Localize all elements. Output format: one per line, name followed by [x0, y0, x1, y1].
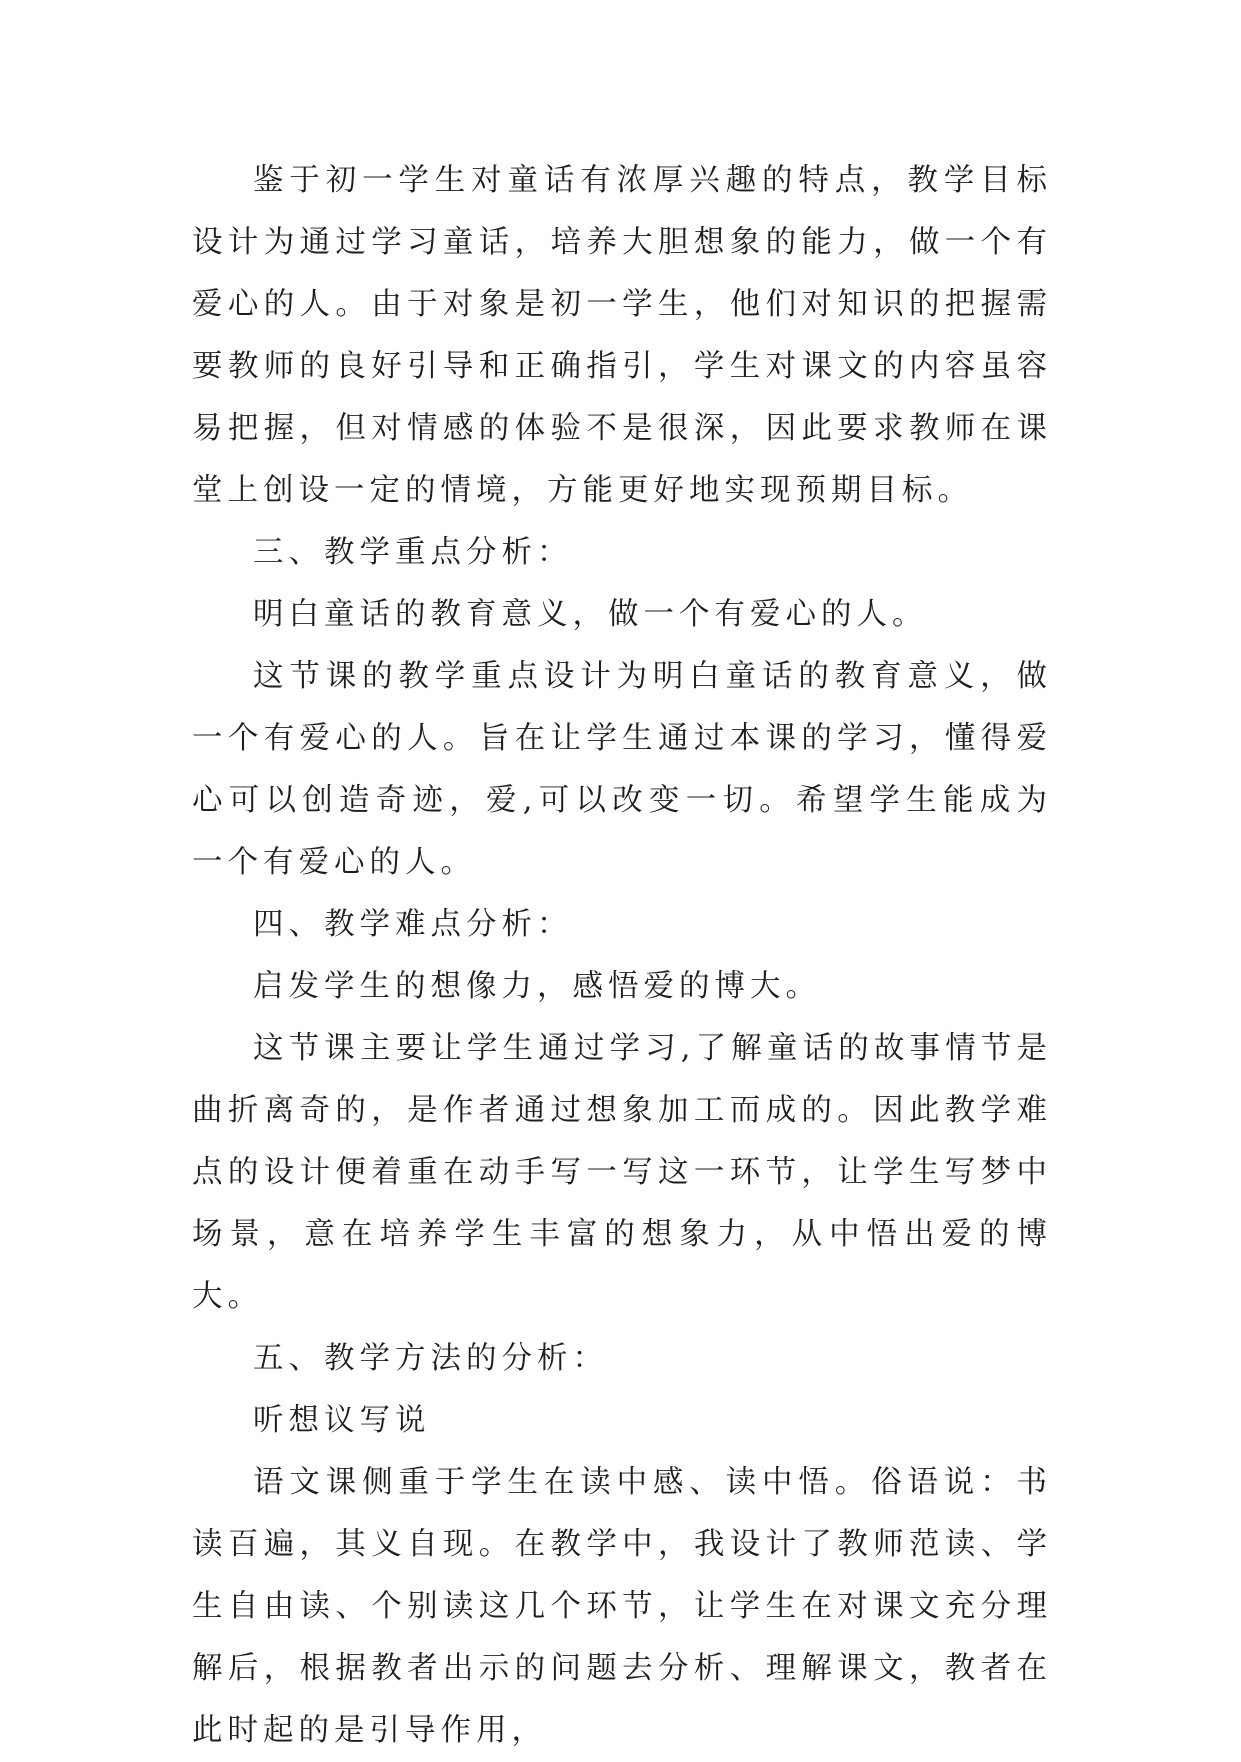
- heading-methods: 五、教学方法的分析：: [253, 1341, 608, 1376]
- heading-difficulties: 四、教学难点分析：: [253, 907, 573, 942]
- paragraph-difficulty-detail: 这节课主要让学生通过学习,了解童话的故事情节是曲折离奇的，是作者通过想象加工而成的。因此教学难点的设计便着重在动手写一写这一环节，让学生写梦中场景，意在培养学生丰富的想象力，从中悟出爱的博大。: [192, 1031, 1052, 1314]
- document-page: [192, 150, 1052, 1762]
- paragraph-methods-detail: 语文课侧重于学生在读中感、读中悟。俗语说：书读百遍，其义自现。在教学中，我设计了教师范读、学生自由读、个别读这几个环节，让学生在对课文充分理解后，根据教者出示的问题去分析、理解课文，教者在此时起的是引导作用，: [192, 1465, 1052, 1748]
- paragraph-key-point-summary: 明白童话的教育意义，做一个有爱心的人。: [253, 597, 928, 632]
- heading-key-points: 三、教学重点分析：: [253, 535, 573, 570]
- paragraph-intro-objectives: 鉴于初一学生对童话有浓厚兴趣的特点，教学目标设计为通过学习童话，培养大胆想象的能力，做一个有爱心的人。由于对象是初一学生，他们对知识的把握需要教师的良好引导和正确指引，学生对课文的内容虽容易把握，但对情感的体验不是很深，因此要求教师在课堂上创设一定的情境，方能更好地实现预期目标。: [192, 163, 1052, 508]
- paragraph-methods-list: 听想议写说: [253, 1403, 431, 1438]
- paragraph-key-point-detail: 这节课的教学重点设计为明白童话的教育意义，做一个有爱心的人。旨在让学生通过本课的学习，懂得爱心可以创造奇迹，爱,可以改变一切。希望学生能成为一个有爱心的人。: [192, 659, 1052, 880]
- paragraph-difficulty-summary: 启发学生的想像力，感悟爱的博大。: [253, 969, 821, 1004]
